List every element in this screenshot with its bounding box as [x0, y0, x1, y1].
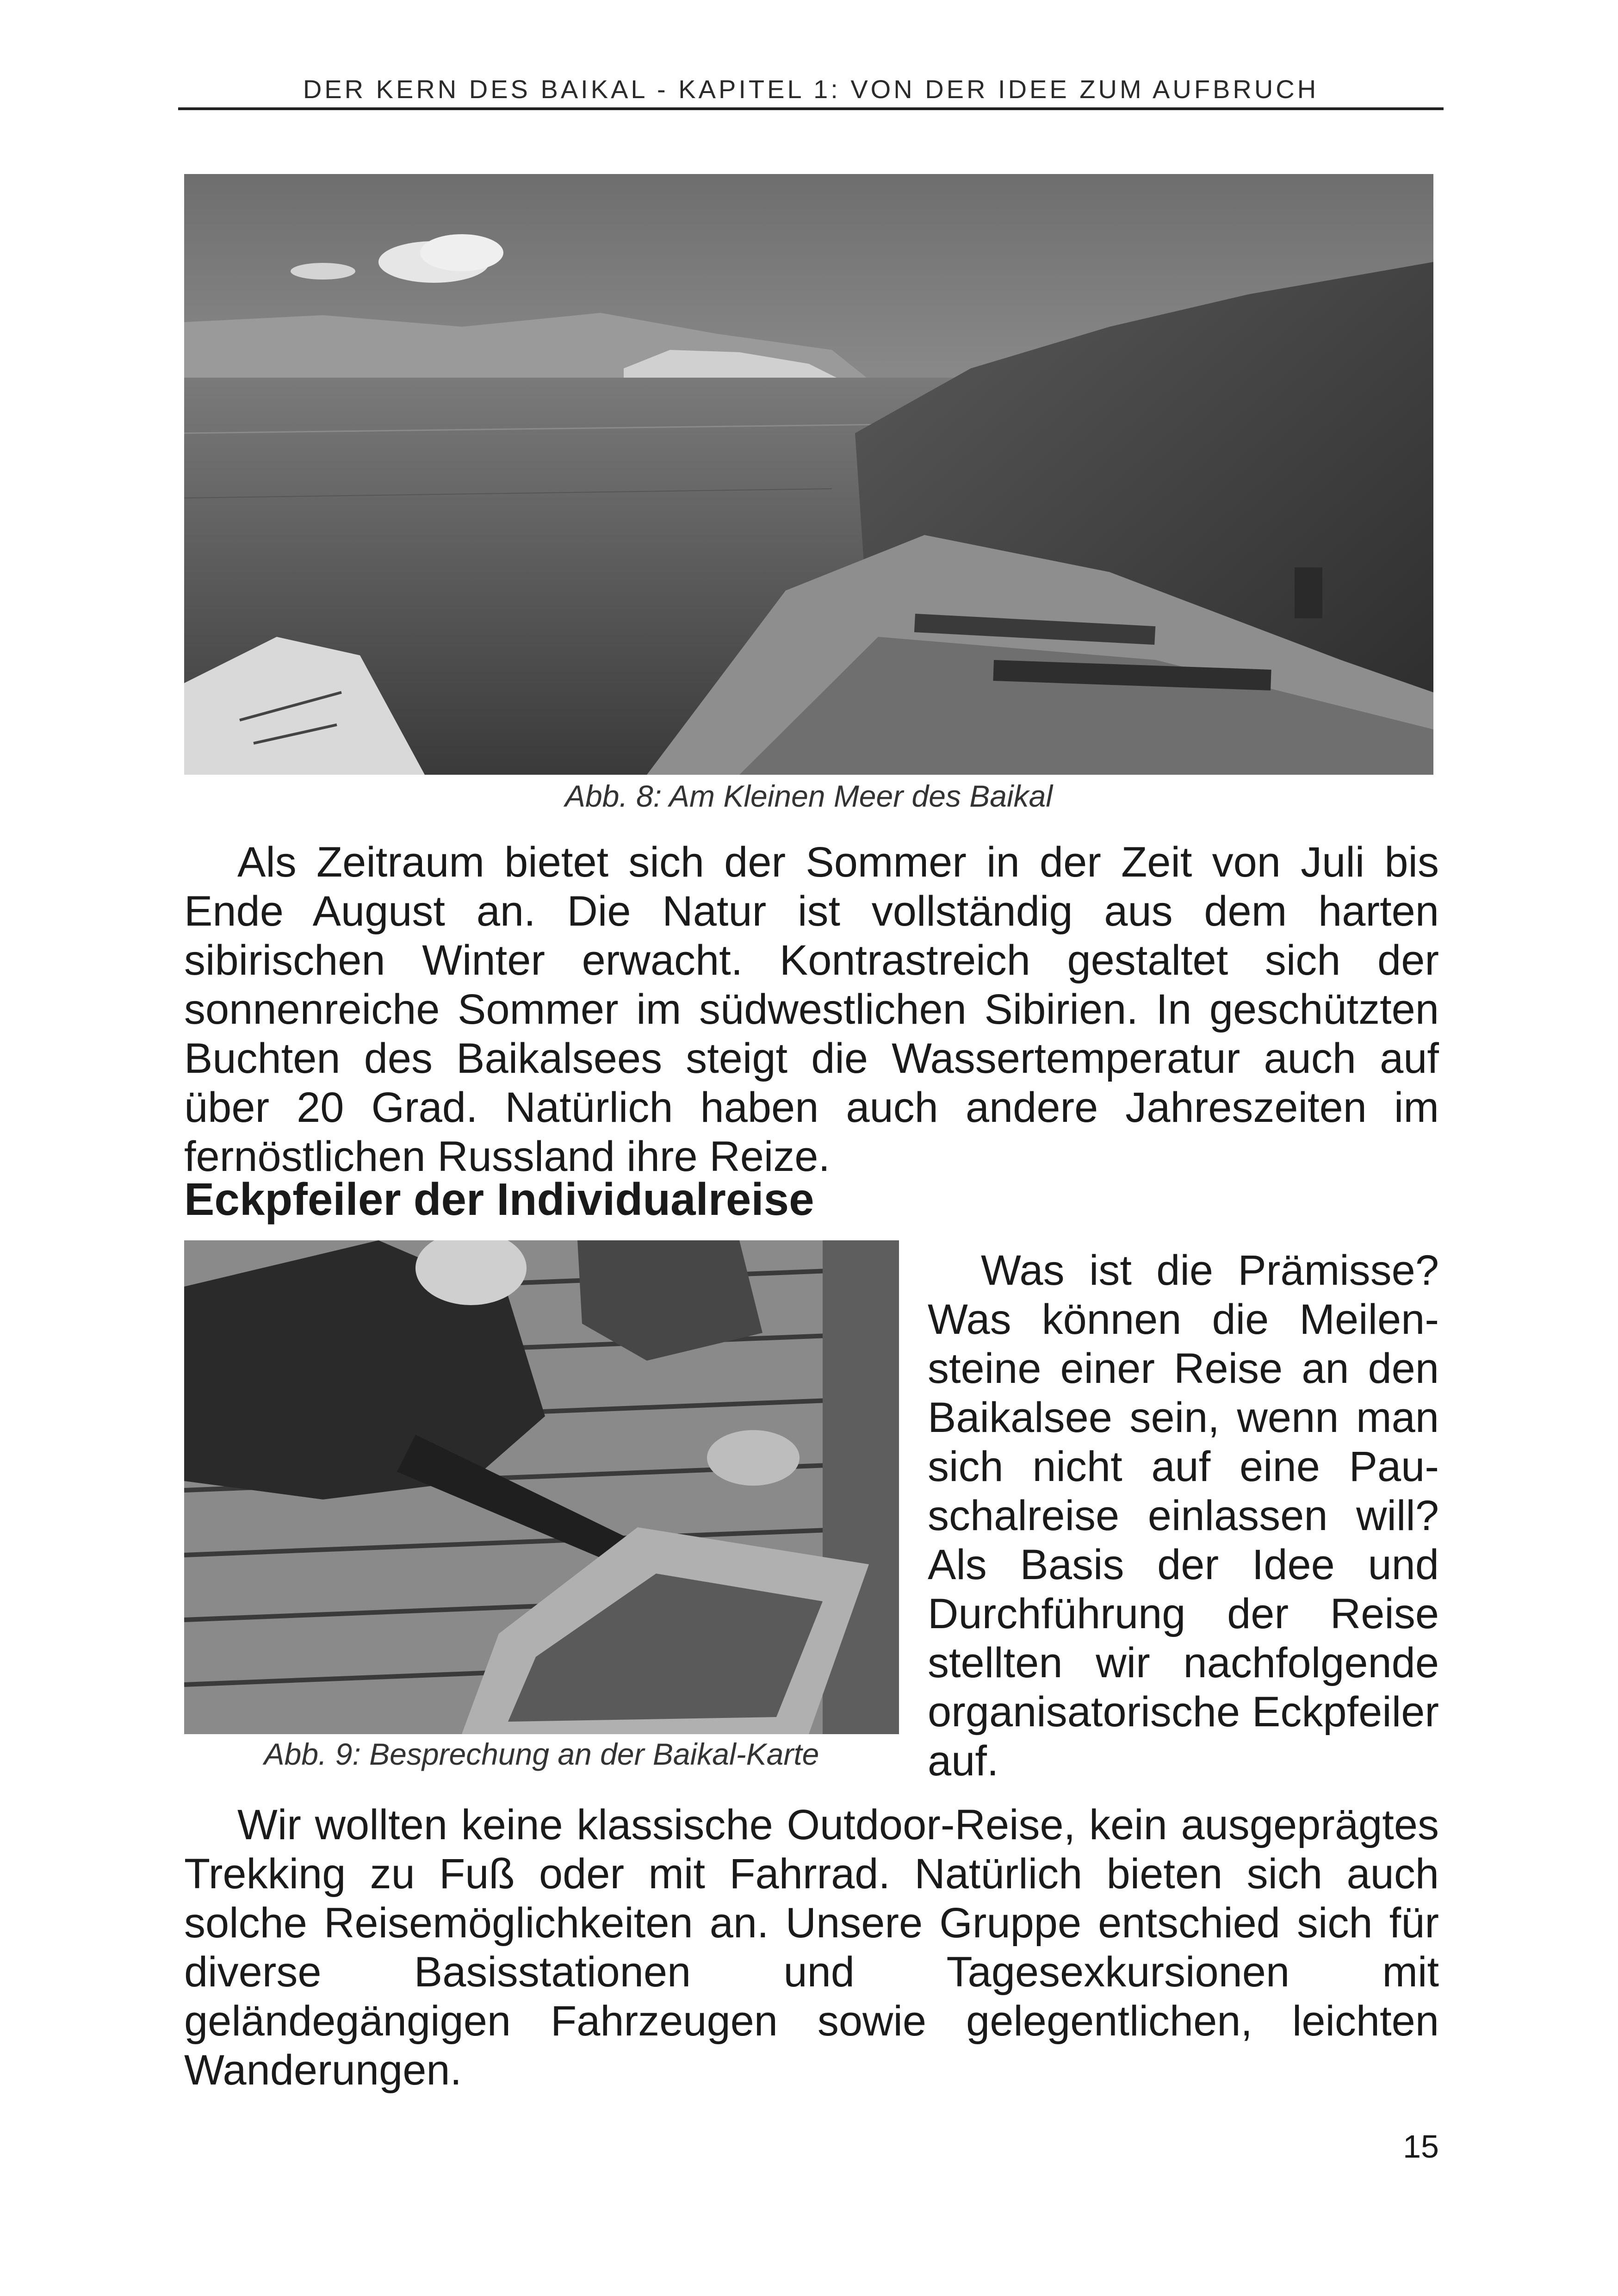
paragraph-2: Was ist die Prämisse? Was können die Meilensteine einer Reise an den Baikalsee sein, wenn man sich nicht auf eine Pauschalreise einlassen will? Als Basis der Idee und Durchführung der Reise stellten wir nachfolgende organisatorische Eckpfeiler auf.	[928, 1247, 1439, 1785]
paragraph-3: Wir wollten keine klassische Outdoor-Reise, kein ausgeprägtes Trekking zu Fuß oder mit Fahrrad. Natürlich bieten sich auch solche Reisemöglichkeiten an. Unsere Gruppe entschied sich für diverse Basisstationen und Tagesexkursionen mit geländegängigen Fahrzeugen sowie gelegentlichen, leichten Wanderungen.	[184, 1801, 1439, 2094]
header-rule	[178, 107, 1444, 110]
figure-9-caption: Abb. 9: Besprechung an der Baikal-Karte	[264, 1737, 819, 1771]
section-heading: Eckpfeiler der Individualreise	[184, 1174, 814, 1225]
figure-baikal-shore	[184, 174, 1433, 775]
page-number: 15	[1403, 2128, 1439, 2165]
paragraph-1: Als Zeitraum bietet sich der Sommer in der Zeit von Juli bis Ende August an. Die Natur ist vollständig aus dem harten sibirischen Winter erwacht. Kontrastreich gestaltet sich der sonnenreiche Sommer im südwestlichen Sibirien. In geschützten Buchten des Baikalsees steigt die Wassertemperatur auch auf über 20 Grad. Natürlich haben auch andere Jahreszeiten im fernöstlichen Russland ihre Reize.	[184, 839, 1439, 1180]
figure-map-discussion	[184, 1240, 899, 1734]
running-header: DER KERN DES BAIKAL - KAPITEL 1: VON DER IDEE ZUM AUFBRUCH	[303, 75, 1319, 104]
figure-8-caption: Abb. 8: Am Kleinen Meer des Baikal	[564, 779, 1053, 813]
